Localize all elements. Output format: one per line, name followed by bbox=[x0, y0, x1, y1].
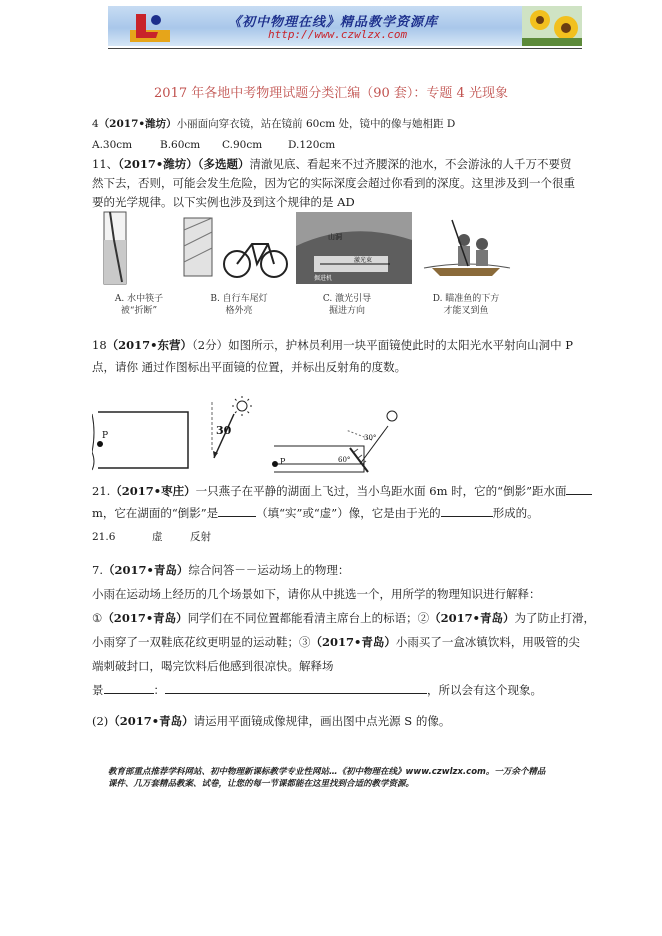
figure-a-chopstick-in-water bbox=[104, 212, 126, 284]
question-text: 景 bbox=[92, 683, 104, 697]
question-text: 然下去，否则，可能会发生危险，因为它的实际深度会超过你看到的深度。这里涉及到一个很重 bbox=[92, 176, 575, 190]
question-source: （2017•东营） bbox=[106, 338, 192, 352]
answer-blank[interactable] bbox=[566, 484, 592, 495]
question-text: 要的光学规律。以下实例也涉及到这个规律的是 AD bbox=[92, 195, 355, 209]
question-text: 如图所示，护林员利用一块平面镜使此时的太阳光水平射向山洞中 P bbox=[228, 338, 573, 352]
question-number: 7. bbox=[92, 563, 103, 577]
question-source: （2017•青岛） bbox=[429, 611, 515, 625]
question-text: 点，请你 通过作图标出平面镜的位置，并标出反射角的度数。 bbox=[92, 360, 407, 374]
question-source: （2017•枣庄） bbox=[110, 484, 196, 498]
option-b: B.60cm bbox=[160, 139, 201, 151]
question-source: （2017•青岛） bbox=[102, 611, 188, 625]
fig-c-label: 山洞 bbox=[328, 233, 342, 241]
question-7 bbox=[92, 558, 595, 702]
question-number: (2) bbox=[92, 714, 109, 728]
fig-c-label: 激光束 bbox=[354, 257, 373, 264]
angle-label: 30 bbox=[216, 424, 232, 437]
question-text: 清澈见底、看起来不过齐腰深的池水，不会游泳的人千万不要贸 bbox=[249, 157, 572, 171]
point-p-marker bbox=[97, 441, 103, 447]
scene-marker: ① bbox=[92, 611, 103, 625]
question-text: 综合问答－－运动场上的物理： bbox=[188, 563, 350, 577]
question-source: （2017•青岛） bbox=[310, 635, 396, 649]
option-c: C.90cm bbox=[222, 139, 263, 151]
cave-diagram bbox=[92, 412, 188, 470]
scene-marker: ③ bbox=[299, 635, 311, 649]
question-text: 形成的。 bbox=[492, 506, 539, 520]
question-number: 21. bbox=[92, 484, 111, 498]
question-text: 小雨买了一盒冰镇饮料，用吸管的尖 bbox=[395, 635, 580, 649]
question-source: （2017•潍坊） bbox=[98, 118, 177, 130]
figure-a-caption: A. 水中筷子 被“折断” bbox=[114, 294, 164, 316]
question-number: 18 bbox=[92, 338, 107, 352]
question-score: （2分） bbox=[192, 338, 229, 352]
answer-diagram bbox=[272, 411, 397, 472]
q21-answer-3: 反射 bbox=[190, 531, 211, 543]
page-title: 2017 年各地中考物理试题分类汇编（90 套）：专题 4 光现象 bbox=[154, 86, 508, 101]
scene-marker: ② bbox=[417, 611, 430, 625]
site-url[interactable]: http://www.czwlzx.com bbox=[268, 28, 408, 41]
header-banner bbox=[108, 6, 582, 46]
question-text: 同学们在不同位置都能看清主席台上的标语； bbox=[187, 611, 418, 625]
question-text: m，它在湖面的“倒影”是 bbox=[92, 506, 219, 520]
answer-blank[interactable] bbox=[441, 506, 493, 517]
sun-icon bbox=[387, 411, 397, 421]
figure-c-laser-tunnel bbox=[296, 212, 412, 284]
fig-c-label: 掘进机 bbox=[314, 275, 333, 282]
header-divider bbox=[108, 48, 582, 49]
question-text: 端刺破封口，喝完饮料后他感到很凉快。解释场 bbox=[92, 659, 334, 673]
question-source: （2017•青岛） bbox=[108, 714, 194, 728]
question-source: （2017•潍坊） bbox=[118, 157, 198, 171]
q18-figure bbox=[92, 392, 402, 474]
question-source: （2017•青岛） bbox=[102, 563, 189, 577]
q21-answer-1: 21.6 bbox=[92, 531, 116, 543]
footer-line: 课件、几万套精品教案、试卷，让您的每一节课都能在这里找到合适的教学资源。 bbox=[108, 779, 415, 789]
answer-blank[interactable] bbox=[104, 683, 154, 694]
q11-figures bbox=[92, 210, 524, 288]
question-text: （填“实”或“虚”）像，它是由于光的 bbox=[256, 506, 441, 520]
figure-c-caption: C. 激光引导 掘进方向 bbox=[322, 294, 372, 316]
page-footer bbox=[108, 766, 578, 790]
option-a: A.30cm bbox=[92, 139, 133, 151]
site-name: 《初中物理在线》精品教学资源库 bbox=[228, 15, 439, 30]
question-text: 为了防止打滑， bbox=[514, 611, 596, 625]
question-11 bbox=[92, 155, 575, 212]
question-tag: （多选题） bbox=[197, 157, 250, 171]
answer-blank[interactable] bbox=[218, 506, 256, 517]
question-text: 一只燕子在平静的湖面上飞过，当小鸟距水面 6m 时，它的“倒影”距水面 bbox=[195, 484, 567, 498]
q21-answer-2: 虚 bbox=[152, 531, 163, 543]
question-text: 小雨穿了一双鞋底花纹更明显的运动鞋； bbox=[92, 635, 299, 649]
question-number: 4 bbox=[92, 118, 99, 130]
point-p-label: P bbox=[102, 431, 109, 441]
figure-d-caption: D. 瞄准鱼的下方 才能叉到鱼 bbox=[432, 294, 500, 316]
figure-b-bicycle-reflector bbox=[184, 218, 287, 277]
question-text: ： bbox=[153, 683, 165, 697]
sunflower-icon bbox=[522, 6, 582, 46]
angle-label: 60° bbox=[338, 456, 351, 464]
option-d: D.120cm bbox=[288, 139, 336, 151]
question-text: 小雨在运动场上经历的几个场景如下，请你从中挑选一个，用所学的物理知识进行解释： bbox=[92, 587, 541, 601]
angle-label: 30° bbox=[364, 434, 377, 442]
sun-icon bbox=[232, 396, 252, 416]
question-4 bbox=[92, 117, 455, 131]
figure-d-spear-fishing bbox=[424, 220, 510, 276]
footer-line: 教育部重点推荐学科网站、初中物理新课标教学专业性网站…《初中物理在线》www.czwlzx.com。一万余个精品 bbox=[108, 767, 546, 777]
figure-b-caption: B. 自行车尾灯 格外亮 bbox=[210, 294, 268, 316]
site-logo-icon bbox=[130, 10, 170, 42]
question-number: 11、 bbox=[92, 157, 119, 171]
question-7-2 bbox=[92, 714, 450, 728]
question-18 bbox=[92, 334, 573, 378]
answer-blank[interactable] bbox=[165, 683, 427, 694]
question-text: 请运用平面镜成像规律，画出图中点光源 S 的像。 bbox=[193, 714, 451, 728]
question-text: ，所以会有这个现象。 bbox=[427, 683, 542, 697]
point-p-label: P bbox=[280, 457, 286, 466]
question-21 bbox=[92, 480, 592, 524]
question-text: 小丽面向穿衣镜，站在镜前 60cm 处，镜中的像与她相距 D bbox=[176, 118, 456, 130]
